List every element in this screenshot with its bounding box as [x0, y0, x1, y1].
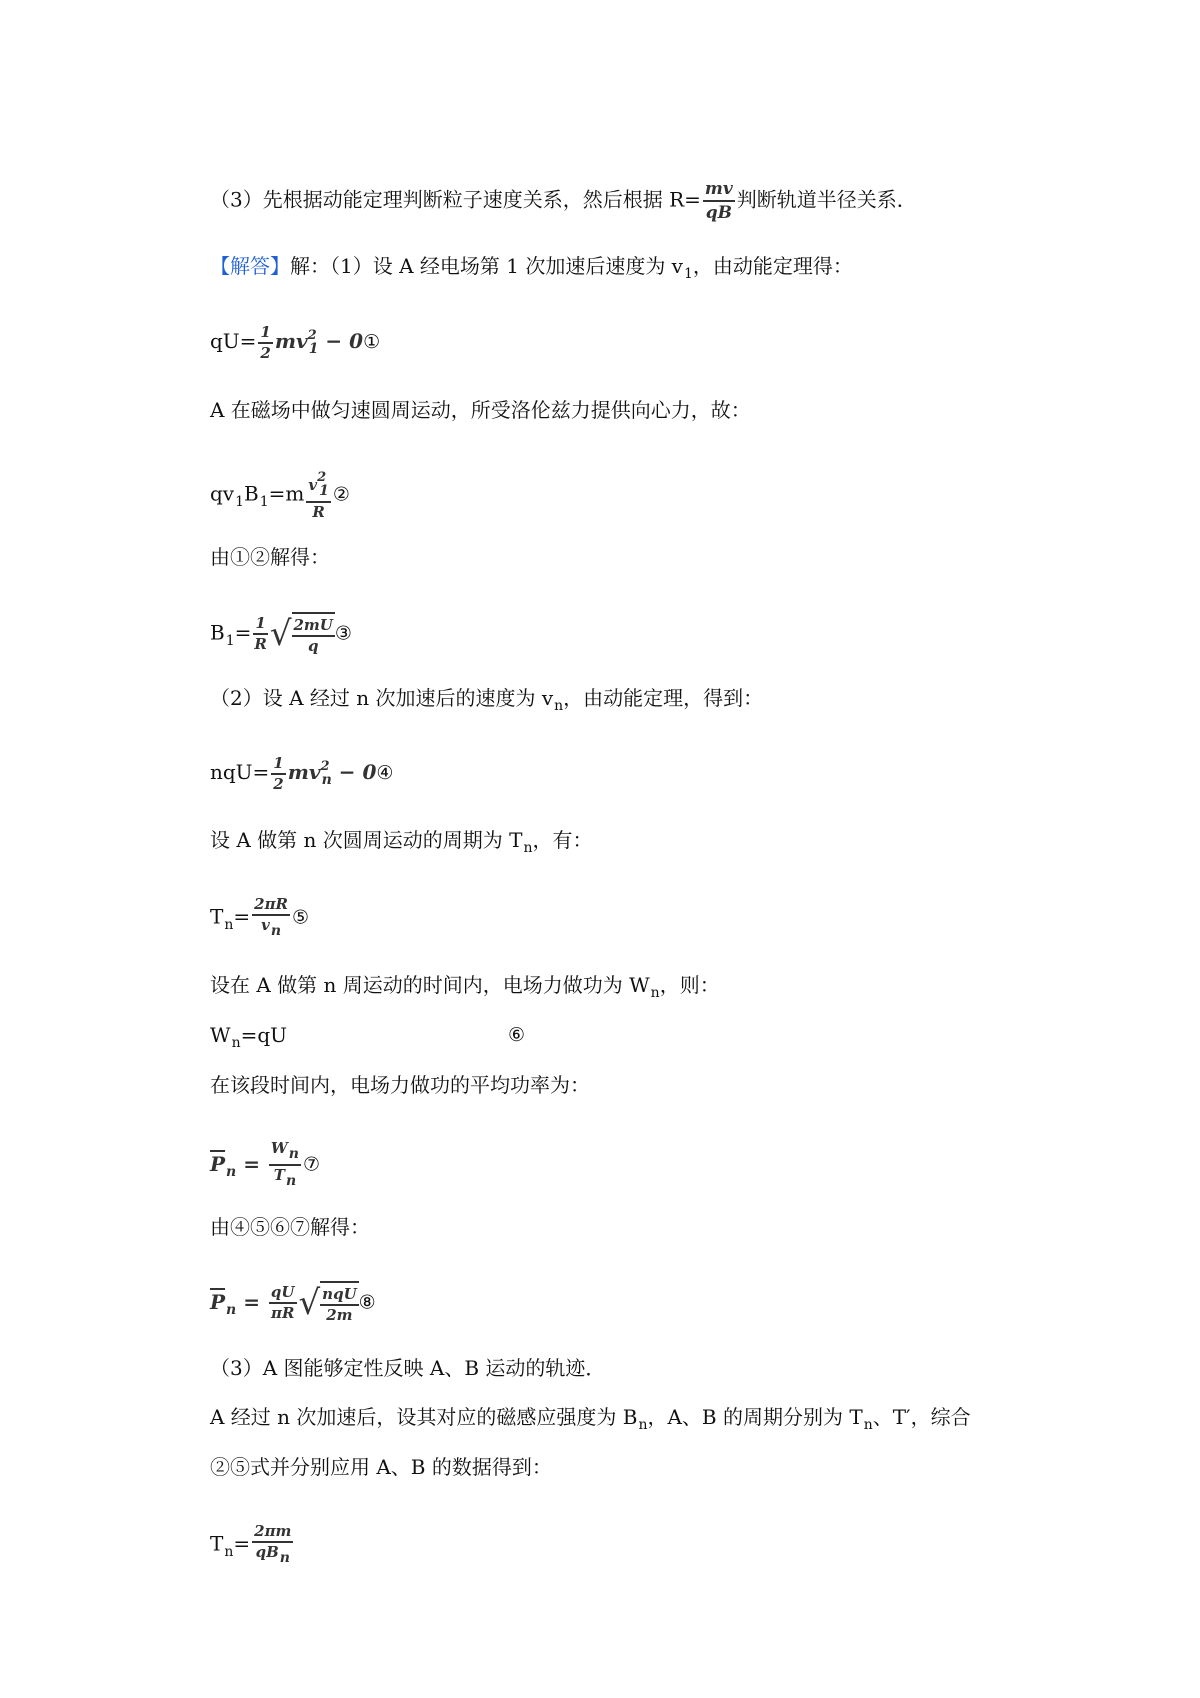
formula-4	[269, 753, 377, 793]
formula-5	[252, 895, 290, 941]
text: （3）A 图能够定性反映 A、B 运动的轨迹．	[210, 1356, 606, 1380]
text: （3）先根据动能定理判断粒子速度关系，然后根据 R=	[210, 187, 701, 212]
sup: 2	[320, 759, 330, 774]
text: B	[210, 620, 225, 645]
text-line-12	[210, 971, 720, 1007]
text: =	[236, 1289, 267, 1314]
sub: n	[650, 985, 660, 1001]
text-line-4	[210, 396, 751, 424]
formula-radius: $\frac{mv}{qB}$	[704, 179, 733, 223]
sub: 1	[319, 483, 329, 499]
sub: n	[226, 1301, 237, 1318]
text-line-8	[210, 684, 763, 720]
sub: n	[231, 1035, 241, 1051]
text: − 0	[331, 760, 377, 784]
sub: n	[288, 1146, 299, 1162]
sub: n	[321, 772, 332, 788]
text: =m	[268, 481, 305, 506]
formula-8: $\overline{P}_n$ = $\frac{qU}{\pi R}$ √ $\frac{\text{nqU}}{2m}$	[210, 1283, 357, 1324]
text: 解：（1）设 A 经电场第 1 次加速后速度为 v	[290, 254, 683, 278]
sub: 1	[259, 493, 269, 510]
text: W	[270, 1139, 288, 1157]
formula-2	[306, 468, 331, 522]
text-line-10	[210, 826, 592, 862]
text: mv	[274, 329, 308, 353]
den: 2	[260, 343, 271, 362]
text-line-1	[210, 178, 917, 224]
text-line-14	[210, 1071, 590, 1099]
equation-9	[210, 1522, 295, 1568]
den: R	[312, 503, 325, 521]
mark: ⑧	[358, 1291, 376, 1314]
text-line-16	[210, 1213, 370, 1241]
num: 1	[271, 754, 285, 775]
text: 在该段时间内，电场力做功的平均功率为：	[210, 1073, 590, 1097]
text: T	[273, 1166, 285, 1184]
mark: ⑤	[292, 906, 310, 929]
text: =	[234, 620, 252, 645]
text: 设 A 做第 n 次圆周运动的周期为 T	[210, 828, 523, 852]
sub: n	[554, 698, 564, 714]
text: =	[233, 904, 251, 929]
equation-3	[210, 612, 352, 656]
equation-6-mark: ⑥	[508, 1024, 526, 1046]
text: T	[210, 904, 224, 929]
num: nqU	[320, 1285, 358, 1306]
sub: n	[863, 1417, 873, 1433]
text: =	[236, 1151, 267, 1176]
equation-2	[210, 468, 350, 522]
sub: n	[226, 1163, 237, 1180]
mark: ④	[376, 762, 394, 784]
text: mv	[287, 760, 321, 784]
text: A 经过 n 次加速后，设其对应的磁感应强度为 B	[210, 1405, 638, 1429]
text: qU=	[210, 329, 257, 353]
sup: 2	[307, 328, 317, 343]
equation-6	[210, 1021, 287, 1057]
text: nqU=	[210, 760, 270, 784]
num: 2πR	[252, 895, 290, 916]
text-line-19	[210, 1403, 971, 1439]
sub: n	[285, 1173, 297, 1189]
mark: ①	[363, 331, 381, 353]
text-line-2	[210, 252, 853, 288]
answer-tag: 【解答】	[210, 254, 290, 278]
equation-8	[210, 1281, 376, 1325]
equation-4	[210, 753, 393, 794]
text: =	[233, 1531, 251, 1556]
text: $\overline{P}$	[210, 1151, 226, 1176]
sub: n	[523, 840, 533, 856]
equation-1	[210, 322, 380, 363]
formula-3: $\frac{1}{R}$ √ $\frac{2mU}{q}$	[254, 614, 333, 655]
text: ，有：	[532, 828, 593, 852]
text: 由①②解得：	[210, 545, 330, 569]
text: W	[210, 1023, 231, 1047]
text: $\overline{P}$	[210, 1289, 226, 1314]
mark: ⑦	[302, 1153, 321, 1176]
text: 判断轨道半径关系．	[736, 187, 917, 212]
mark: ③	[334, 622, 352, 645]
text: ，由动能定理得：	[692, 254, 853, 278]
num: 1	[258, 323, 272, 344]
text: （2）设 A 经过 n 次加速后的速度为 v	[210, 686, 554, 710]
text: ②⑤式并分别应用 A、B 的数据得到：	[210, 1455, 552, 1479]
den: q	[307, 637, 319, 655]
text-line-6	[210, 543, 330, 571]
num: 2πm	[252, 1522, 293, 1543]
text: v	[308, 476, 318, 494]
sub: n	[279, 1550, 290, 1566]
text: B	[244, 481, 259, 506]
sub: n	[638, 1417, 648, 1433]
equation-5	[210, 895, 309, 941]
sub: 1	[235, 493, 245, 510]
text: =qU	[240, 1023, 288, 1047]
sub: n	[270, 923, 282, 939]
equation-7	[210, 1139, 320, 1191]
den: R	[254, 635, 267, 653]
text: 、T′，综合	[872, 1405, 971, 1429]
sub: 1	[308, 341, 319, 357]
den: 2m	[326, 1306, 353, 1324]
text: T	[210, 1531, 224, 1556]
text: ，由动能定理，得到：	[563, 686, 764, 710]
text: ，A、B 的周期分别为 T	[647, 1405, 863, 1429]
text: qv	[210, 481, 235, 506]
num: 1	[253, 614, 267, 635]
text: ，则：	[659, 973, 720, 997]
text: 由④⑤⑥⑦解得：	[210, 1215, 370, 1239]
subscript: 1	[683, 266, 693, 282]
formula-1	[256, 322, 364, 362]
text-line-20	[210, 1453, 552, 1481]
num: qU	[269, 1283, 297, 1304]
sup: 2	[317, 470, 327, 485]
sub: n	[224, 1543, 234, 1560]
text-line-18	[210, 1354, 605, 1382]
sub: n	[224, 916, 234, 933]
formula-7	[210, 1139, 303, 1189]
text: 设在 A 做第 n 周运动的时间内，电场力做功为 W	[210, 973, 650, 997]
mark: ②	[332, 483, 350, 506]
formula-9	[252, 1522, 293, 1568]
text: A 在磁场中做匀速圆周运动，所受洛伦兹力提供向心力，故：	[210, 398, 751, 422]
den: 2	[273, 774, 284, 793]
text: v	[261, 916, 270, 934]
num: 2mU	[292, 616, 335, 637]
text: qB	[255, 1543, 279, 1561]
den: πR	[270, 1304, 295, 1322]
sub: 1	[225, 632, 235, 649]
text: − 0	[318, 329, 364, 353]
